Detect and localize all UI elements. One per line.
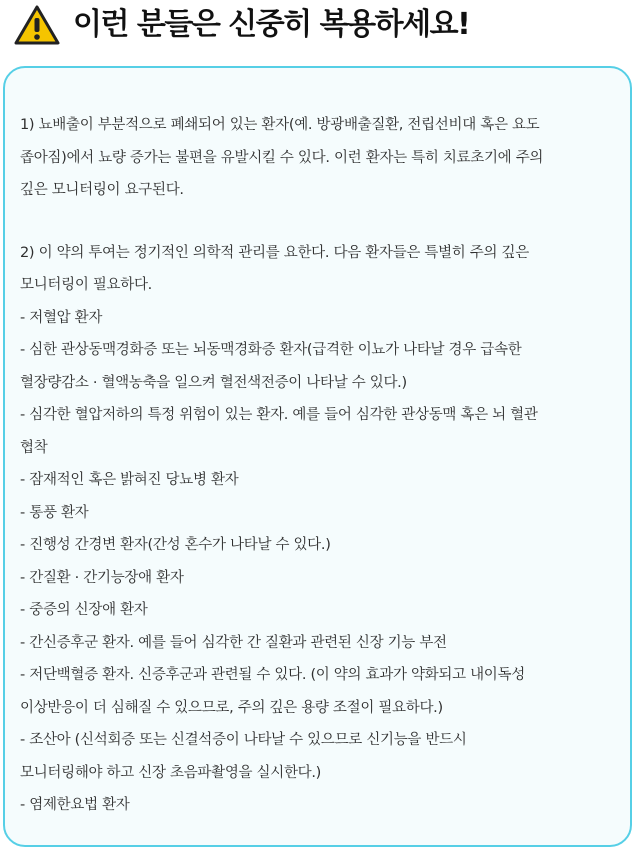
text-line: - 조산아 (신석회증 또는 신결석증이 나타날 수 있으므로 신기능을 반드시 [20, 732, 467, 748]
text-line: - 저단백혈증 환자. 신증후군과 관련될 수 있다. (이 약의 효과가 약화되고 내이독성 [20, 667, 525, 683]
text-line: 이상반응이 더 심해질 수 있으므로, 주의 깊은 용량 조절이 필요하다.) [20, 699, 443, 716]
text-line: 혈장량감소 · 혈액농축을 일으켜 혈전색전증이 나타날 수 있다.) [20, 374, 407, 391]
text-line: - 통풍 환자 [20, 504, 89, 521]
text-line: 1) 뇨배출이 부분적으로 폐쇄되어 있는 환자(예. 방광배출질환, 전립선비대 혹은 요도 [20, 117, 540, 133]
text-line: - 중증의 신장애 환자 [20, 602, 148, 618]
page-title: 이런 분들은 신중히 복용하세요! [73, 7, 470, 42]
text-line: 깊은 모니터링이 요구된다. [20, 182, 184, 198]
text-line: - 간신증후군 환자. 예를 들어 심각한 간 질환과 관련된 신장 기능 부전 [20, 634, 447, 651]
text-line: - 심한 관상동맥경화증 또는 뇌동맥경화증 환자(급격한 이뇨가 나타날 경우 급속한 [20, 342, 522, 358]
paragraph-1 [20, 109, 625, 207]
text-line: - 잠재적인 혹은 밝혀진 당뇨병 환자 [20, 472, 239, 488]
text-line: - 진행성 간경변 환자(간성 혼수가 나타날 수 있다.) [20, 537, 331, 553]
text-line: - 저혈압 환자 [20, 309, 103, 326]
text-line: 좁아짐)에서 뇨량 증가는 불편을 유발시킬 수 있다. 이런 환자는 특히 치료초기에 주의 [20, 149, 544, 166]
text-line: - 염제한요법 환자 [20, 797, 130, 813]
text-line: 모니터링해야 하고 신장 초음파촬영을 실시한다.) [20, 764, 322, 781]
paragraph-2 [20, 237, 625, 822]
text-line: 협착 [20, 439, 48, 456]
caution-content [20, 109, 625, 822]
text-line: 2) 이 약의 투여는 정기적인 의학적 관리를 요한다. 다음 환자들은 특별히 주의 깊은 [20, 244, 529, 261]
paragraph-gap [20, 207, 625, 237]
warning-icon [13, 4, 61, 46]
text-line: - 간질환 · 간기능장애 환자 [20, 569, 184, 586]
header [0, 0, 640, 60]
text-line: 모니터링이 필요하다. [20, 277, 152, 293]
text-line: - 심각한 혈압저하의 특정 위험이 있는 환자. 예를 들어 심각한 관상동맥 혹은 뇌 혈관 [20, 407, 538, 423]
